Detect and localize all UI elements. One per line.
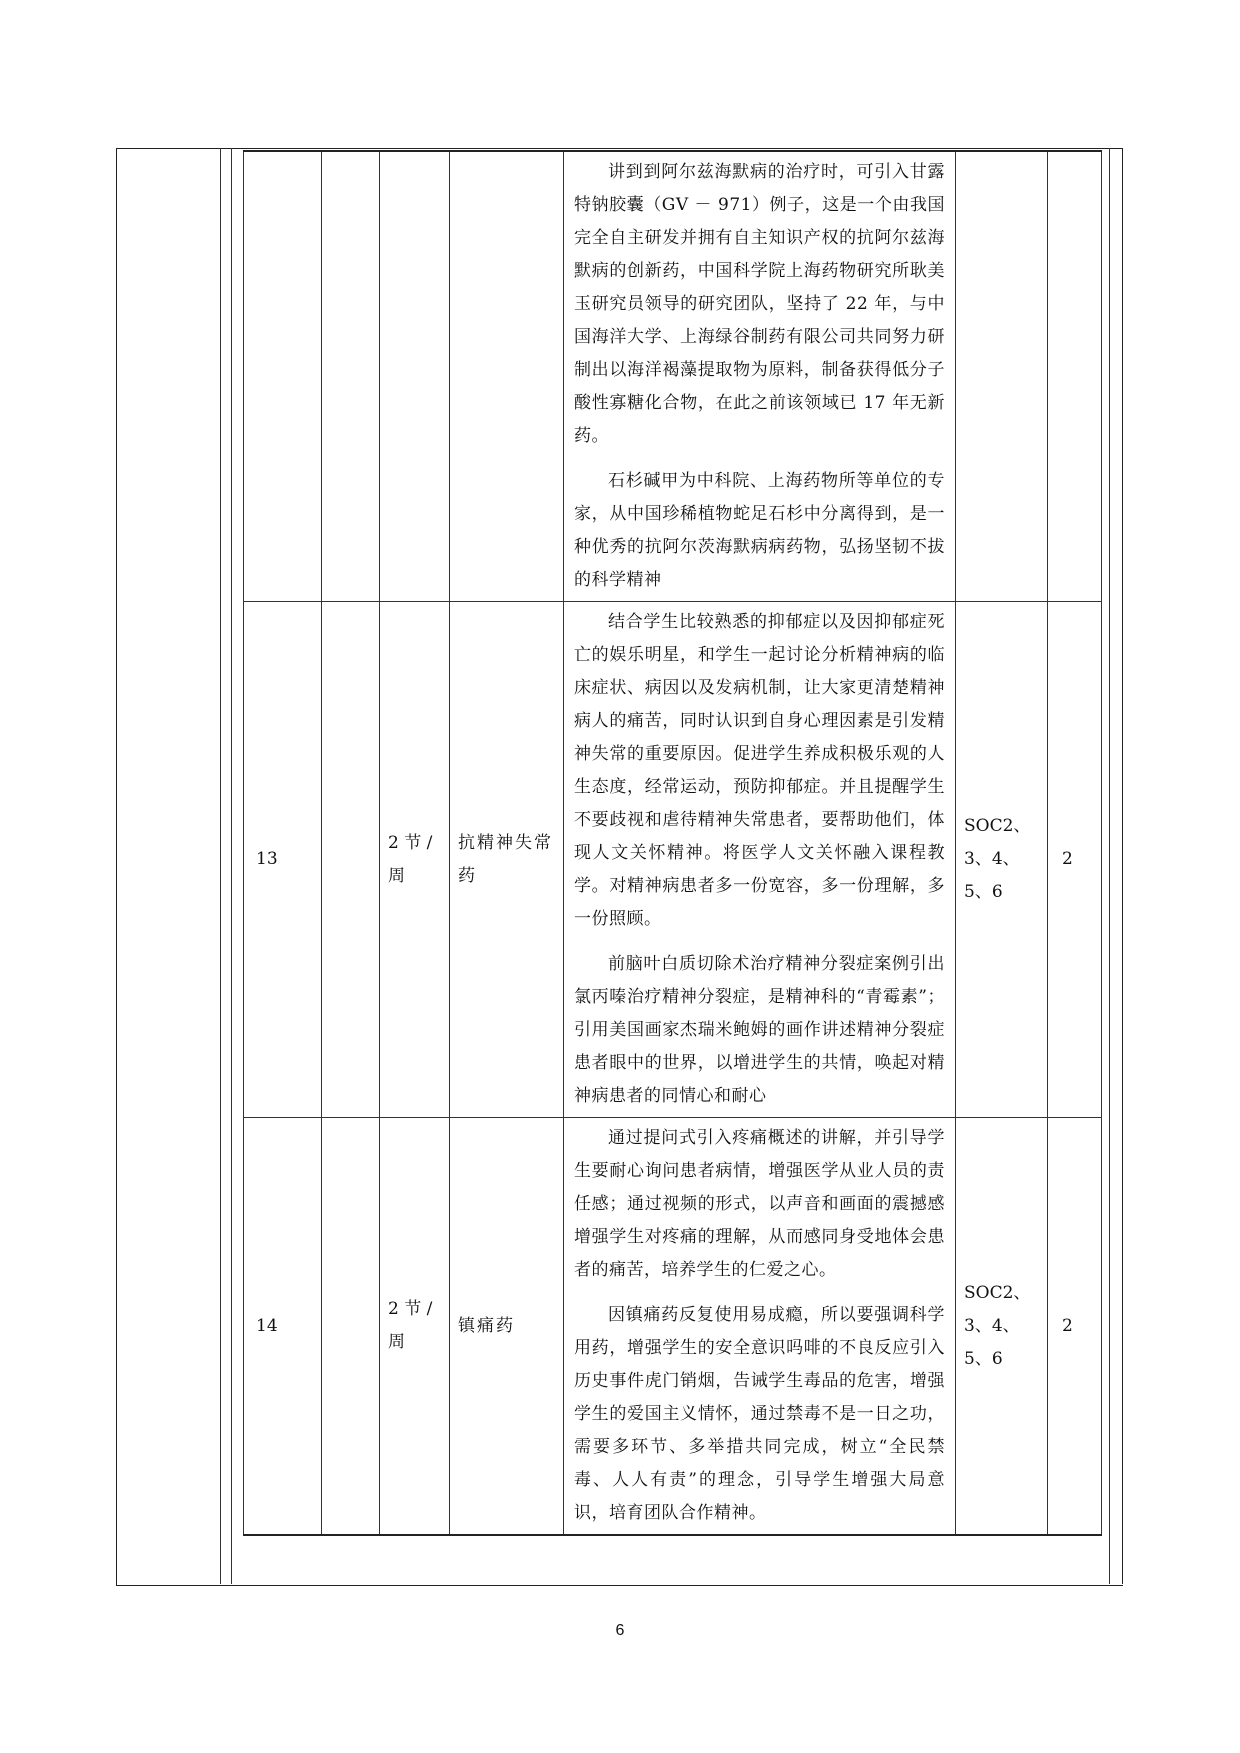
row-number: [244, 151, 322, 602]
row-hours: [380, 151, 450, 602]
row-number: 14: [244, 1118, 322, 1536]
course-table: [243, 150, 1102, 1536]
content-paragraph: 讲到到阿尔兹海默病的治疗时，可引入甘露特钠胶囊（GV － 971）例子，这是一个由我国完全自主研发并拥有自主知识产权的抗阿尔兹海默病的创新药，中国科学院上海药物研究所耿美玉研究员领导的研究团队，坚持了 22 年，与中国海洋大学、上海绿谷制药有限公司共同努力研制出以海洋褐藻提取物为原料，制备获得低分子酸性寡糖化合物，在此之前该领域已 17 年无新药。: [574, 162, 945, 446]
frame-divider: [1109, 148, 1110, 1584]
row-credit: 2: [1048, 1118, 1102, 1536]
row-soc: [956, 151, 1048, 602]
content-paragraph: 石杉碱甲为中科院、上海药物所等单位的专家，从中国珍稀植物蛇足石杉中分离得到，是一种优秀的抗阿尔茨海默病病药物，弘扬坚韧不拔的科学精神: [574, 471, 945, 590]
row-soc: SOC2、3、4、5、6: [956, 1118, 1048, 1536]
row-soc: SOC2、3、4、5、6: [956, 602, 1048, 1118]
table-row: [244, 151, 1102, 602]
row-credit: 2: [1048, 602, 1102, 1118]
content-paragraph: 结合学生比较熟悉的抑郁症以及因抑郁症死亡的娱乐明星，和学生一起讨论分析精神病的临床症状、病因以及发病机制，让大家更清楚精神病人的痛苦，同时认识到自身心理因素是引发精神失常的重要原因。促进学生养成积极乐观的人生态度，经常运动，预防抑郁症。并且提醒学生不要歧视和虐待精神失常患者，要帮助他们，体现人文关怀精神。将医学人文关怀融入课程教学。对精神病患者多一份宽容，多一份理解，多一份照顾。: [574, 612, 945, 929]
row-hours: 2 节 / 周: [380, 1118, 450, 1536]
table-row: [244, 1118, 1102, 1536]
table-row: [244, 602, 1102, 1118]
row-topic: [450, 151, 564, 602]
frame-divider: [1122, 148, 1123, 1584]
row-content: [564, 1118, 956, 1536]
blank-cell: [322, 1118, 380, 1536]
blank-cell: [322, 602, 380, 1118]
content-paragraph: 通过提问式引入疼痛概述的讲解，并引导学生要耐心询问患者病情，增强医学从业人员的责任感；通过视频的形式，以声音和画面的震撼感增强学生对疼痛的理解，从而感同身受地体会患者的痛苦，培养学生的仁爱之心。: [574, 1128, 945, 1280]
row-topic: 抗精神失常药: [450, 602, 564, 1118]
frame-divider: [231, 148, 232, 1584]
page-number: 6: [615, 1622, 625, 1639]
content-paragraph: 因镇痛药反复使用易成瘾，所以要强调科学用药，增强学生的安全意识吗啡的不良反应引入历史事件虎门销烟，告诫学生毒品的危害，增强学生的爱国主义情怀，通过禁毒不是一日之功，需要多环节、多举措共同完成，树立“全民禁毒、人人有责”的理念，引导学生增强大局意识，培育团队合作精神。: [574, 1305, 945, 1523]
row-hours: 2 节 / 周: [380, 602, 450, 1118]
row-topic: 镇痛药: [450, 1118, 564, 1536]
row-number: 13: [244, 602, 322, 1118]
row-credit: [1048, 151, 1102, 602]
row-content: [564, 602, 956, 1118]
row-content: [564, 151, 956, 602]
content-paragraph: 前脑叶白质切除术治疗精神分裂症案例引出氯丙嗪治疗精神分裂症，是精神科的“青霉素”；引用美国画家杰瑞米鲍姆的画作讲述精神分裂症患者眼中的世界，以增进学生的共情，唤起对精神病患者的同情心和耐心: [574, 954, 945, 1106]
blank-cell: [322, 151, 380, 602]
frame-divider: [220, 148, 221, 1584]
